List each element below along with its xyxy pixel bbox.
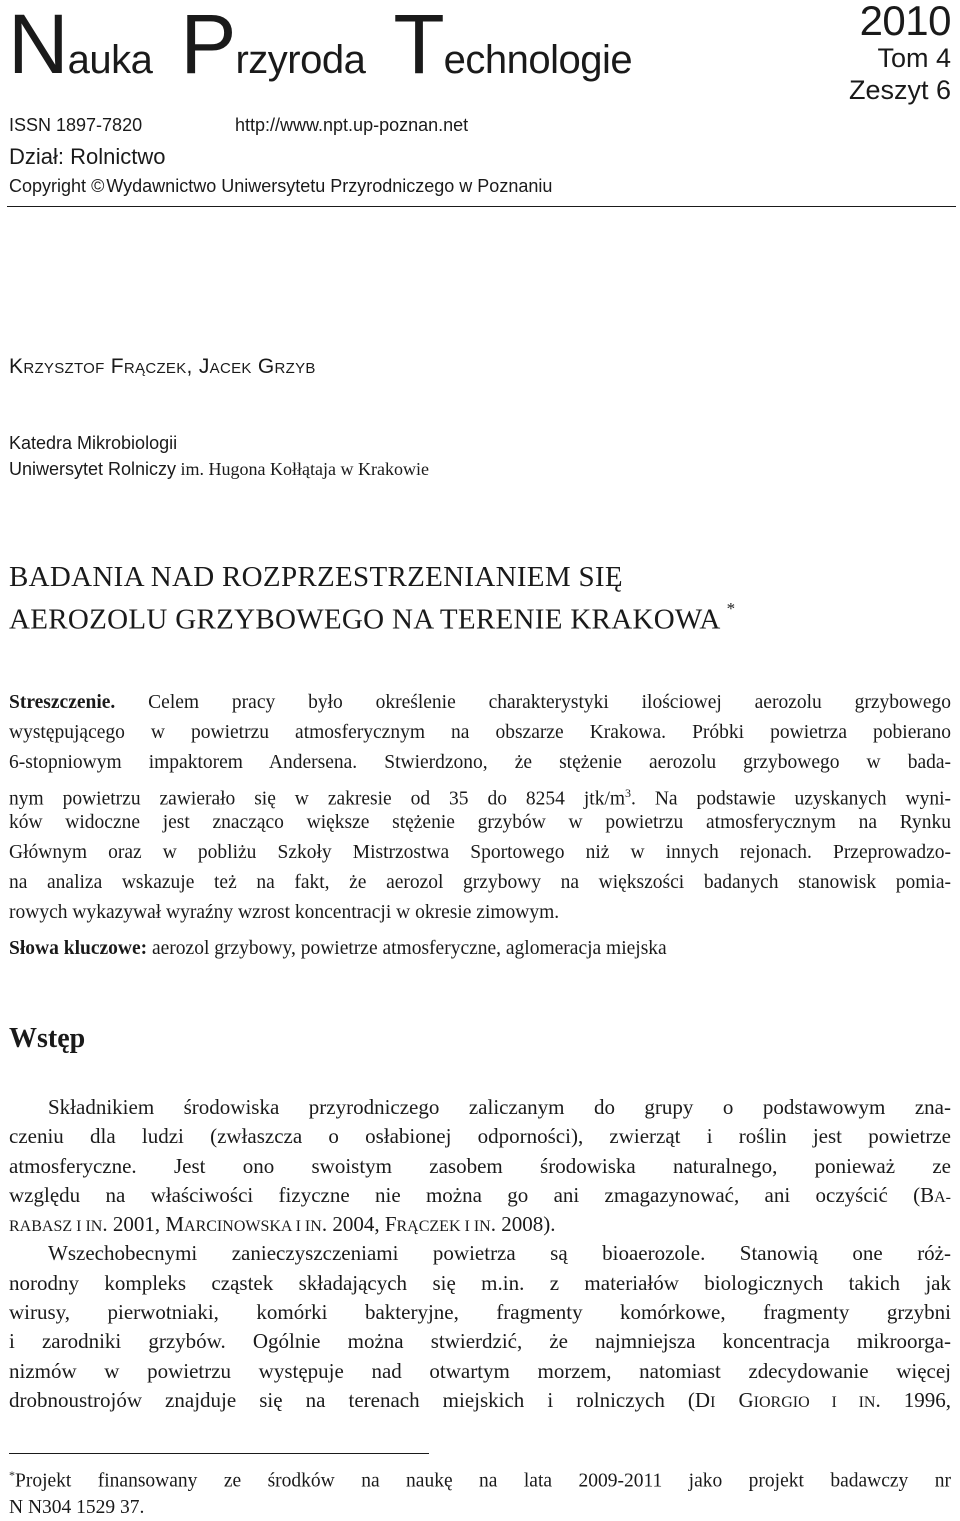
body-line: czeniu dla ludzi (zwłaszcza o osłabionej odporności), zwierząt i roślin jest powietrze — [9, 1124, 951, 1149]
journal-title-word-nauka: Nauka — [8, 0, 153, 91]
issn: ISSN 1897-7820 — [9, 115, 143, 135]
copyright-line — [9, 176, 552, 197]
body-line: drobnoustrojów znajduje się na terenach miejskich i rolniczych (DI GIORGIO I IN. 1996, — [9, 1387, 952, 1412]
authors: KRZYSZTOF FRĄCZEK, JACEK GRZYB — [9, 355, 316, 378]
abstract-line: rowych wykazywał wyraźny wzrost koncentracji w okresie zimowym. — [9, 902, 560, 923]
abstract — [9, 688, 951, 928]
body-line: Wszechobecnymi zanieczyszczeniami powietrza są bioaerozole. Stanowią one róż- — [48, 1241, 951, 1266]
body-line: norodny kompleks cząstek składających się m.in. z materiałów biologicznych takich jak — [9, 1270, 951, 1295]
journal-title-word-technologie: Technologie — [393, 0, 633, 91]
footnote-line: N N304 1529 37. — [9, 1496, 145, 1518]
issue-year: 2010 — [859, 0, 951, 44]
paper-title-line-1: BADANIA NAD ROZPRZESTRZENIANIEM SIĘ — [9, 561, 623, 593]
affiliation-department: Katedra Mikrobiologii — [9, 433, 178, 453]
abstract-line: na analiza wskazuje też na fakt, że aerozol grzybowy na większości badanych stanowisk pomia- — [9, 872, 951, 893]
abstract-line: Streszczenie. Celem pracy było określenie charakterystyki ilościowej aerozolu grzybowego — [9, 692, 952, 713]
affiliation — [9, 430, 429, 482]
issue-number: Zeszyt 6 — [848, 75, 951, 105]
abstract-line: ków widoczne jest znacząco większe stężenie grzybów w powietrzu atmosferycznym na Rynku — [9, 812, 951, 833]
abstract-line: nym powietrzu zawierało się w zakresie od 35 do 8254 jtk/$m^3$. Na podstawie uzyskanych wyni- — [9, 786, 951, 810]
affiliation-university: Uniwersytet Rolniczy im. Hugona Kołłątaja w Krakowie — [9, 459, 429, 479]
journal-url[interactable]: http://www.npt.up-poznan.net — [235, 115, 469, 135]
body-line: względu na właściwości fizyczne nie można go ani zmagazynować, ani oczyścić (BA- — [9, 1182, 951, 1207]
journal-title — [8, 2, 660, 102]
footnote-mark: * — [9, 1468, 15, 1482]
keywords — [9, 934, 667, 964]
copyright-label: Copyright — [9, 176, 87, 196]
issue-info — [849, 0, 951, 106]
copyright-holder: Wydawnictwo Uniwersytetu Przyrodniczego w Poznaniu — [106, 176, 553, 196]
footnote-divider — [9, 1453, 429, 1454]
issue-volume: Tom 4 — [877, 43, 951, 73]
body-line: RABASZ I IN. 2001, MARCINOWSKA I IN. 2004, FRĄCZEK I IN. 2008). — [9, 1212, 556, 1237]
body-line: i zarodniki grzybów. Ogólnie można stwierdzić, że najmniejsza koncentracja mikroorga- — [9, 1329, 951, 1354]
abstract-line: występującego w powietrzu atmosferycznym na obszarze Krakowa. Próbki powietrza pobierano — [9, 722, 951, 743]
copyright-icon: © — [91, 176, 105, 196]
footnote — [9, 1462, 951, 1521]
abstract-label: Streszczenie. — [9, 692, 116, 713]
title-footnote-mark: * — [726, 599, 736, 618]
paper-title-line-2: AEROZOLU GRZYBOWEGO NA TERENIE KRAKOWA * — [9, 599, 736, 636]
body-line: nizmów w powietrzu występuje nad otwartym morzem, natomiast zdecydowanie więcej — [9, 1358, 951, 1383]
section-heading-intro: Wstęp — [9, 1023, 86, 1054]
journal-title-word-przyroda: Przyroda — [180, 0, 366, 91]
abstract-line: Głównym oraz w pobliżu Szkoły Mistrzostwa Sportowego niż w innych rejonach. Przeprowadzo- — [9, 842, 951, 863]
keywords-label: Słowa kluczowe: — [9, 938, 148, 959]
header-divider — [7, 206, 956, 207]
abstract-line: 6-stopniowym impaktorem Andersena. Stwierdzono, że stężenie aerozolu grzybowego w bada- — [9, 752, 951, 773]
keywords-text: aerozol grzybowy, powietrze atmosferyczne, aglomeracja miejska — [152, 938, 667, 959]
intro-body — [9, 1093, 951, 1415]
body-line: atmosferyczne. Jest ono swoistym zasobem środowiska naturalnego, ponieważ ze — [9, 1153, 951, 1178]
body-line: Składnikiem środowiska przyrodniczego zaliczanym do grupy o podstawowym zna- — [48, 1095, 951, 1119]
section-label: Dział: Rolnictwo — [9, 144, 166, 169]
paper-title — [9, 560, 735, 638]
footnote-line: *Projekt finansowany ze środków na naukę na lata 2009-2011 jako projekt badawczy nr — [9, 1468, 951, 1492]
body-line: wirusy, pierwotniaki, komórki bakteryjne, fragmenty komórkowe, fragmenty grzybni — [9, 1300, 951, 1325]
